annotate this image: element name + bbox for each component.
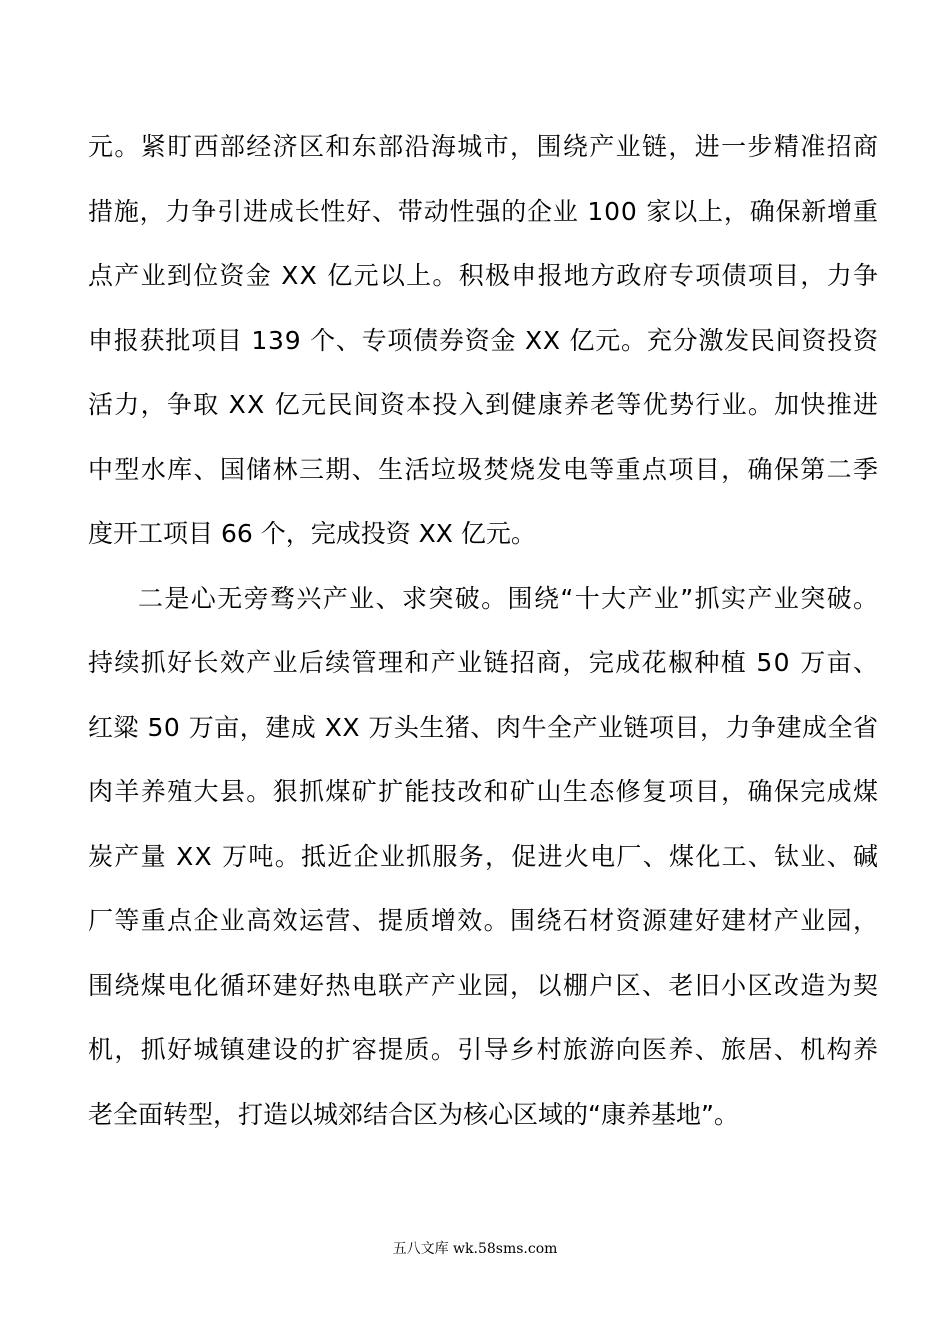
paragraph-2 — [88, 571, 878, 1152]
text-line — [88, 958, 878, 1023]
line-text: 肉羊养殖大县。狠抓煤矿扩能技改和矿山生态修复项目，确保完成煤 — [88, 777, 880, 806]
text-line — [88, 764, 878, 829]
line-text: 申报获批项目 139 个、专项债券资金 XX 亿元。充分激发民间资投资 — [88, 325, 879, 355]
document-body — [88, 119, 878, 1151]
line-text: 二是心无旁骛兴产业、求突破。围绕“十大产业”抓实产业突破。 — [138, 583, 880, 613]
text-line — [88, 506, 878, 571]
paragraph-1 — [88, 119, 878, 571]
page-footer: 五八文库 wk.58sms.com — [392, 1241, 558, 1257]
line-text: 中型水库、国储林三期、生活垃圾焚烧发电等重点项目，确保第二季 — [88, 454, 880, 484]
line-text: 红粱 50 万亩，建成 XX 万头生猪、肉牛全产业链项目，力争建成全省 — [88, 712, 879, 742]
line-text: 措施，力争引进成长性好、带动性强的企业 100 家以上，确保新增重 — [88, 196, 879, 226]
text-line — [88, 313, 878, 378]
line-text: 度开工项目 66 个，完成投资 XX 亿元。 — [88, 519, 536, 548]
text-line — [88, 1022, 878, 1087]
line-text: 活力，争取 XX 亿元民间资本投入到健康养老等优势行业。加快推进 — [88, 390, 880, 419]
line-text: 机，抓好城镇建设的扩容提质。引导乡村旅游向医养、旅居、机构养 — [88, 1035, 880, 1064]
text-line — [88, 1087, 878, 1152]
text-line — [88, 571, 878, 636]
line-text: 持续抓好长效产业后续管理和产业链招商，完成花椒种植 50 万亩、 — [88, 648, 880, 677]
text-line — [88, 248, 878, 313]
line-text: 老全面转型，打造以城郊结合区为核心区域的“康养基地”。 — [88, 1099, 739, 1129]
text-line — [88, 377, 878, 442]
line-text: 围绕煤电化循环建好热电联产产业园，以棚户区、老旧小区改造为契 — [88, 970, 880, 1000]
text-line — [88, 893, 878, 958]
text-line — [88, 700, 878, 765]
text-line — [88, 635, 878, 700]
line-text: 元。紧盯西部经济区和东部沿海城市，围绕产业链，进一步精准招商 — [88, 132, 880, 161]
text-line — [88, 829, 878, 894]
line-text: 炭产量 XX 万吨。抵近企业抓服务，促进火电厂、煤化工、钛业、碱 — [88, 841, 880, 871]
text-line — [88, 442, 878, 507]
text-line — [88, 119, 878, 184]
line-text: 厂等重点企业高效运营、提质增效。围绕石材资源建好建材产业园， — [88, 906, 880, 935]
text-line — [88, 184, 878, 249]
line-text: 点产业到位资金 XX 亿元以上。积极申报地方政府专项债项目，力争 — [88, 261, 880, 290]
